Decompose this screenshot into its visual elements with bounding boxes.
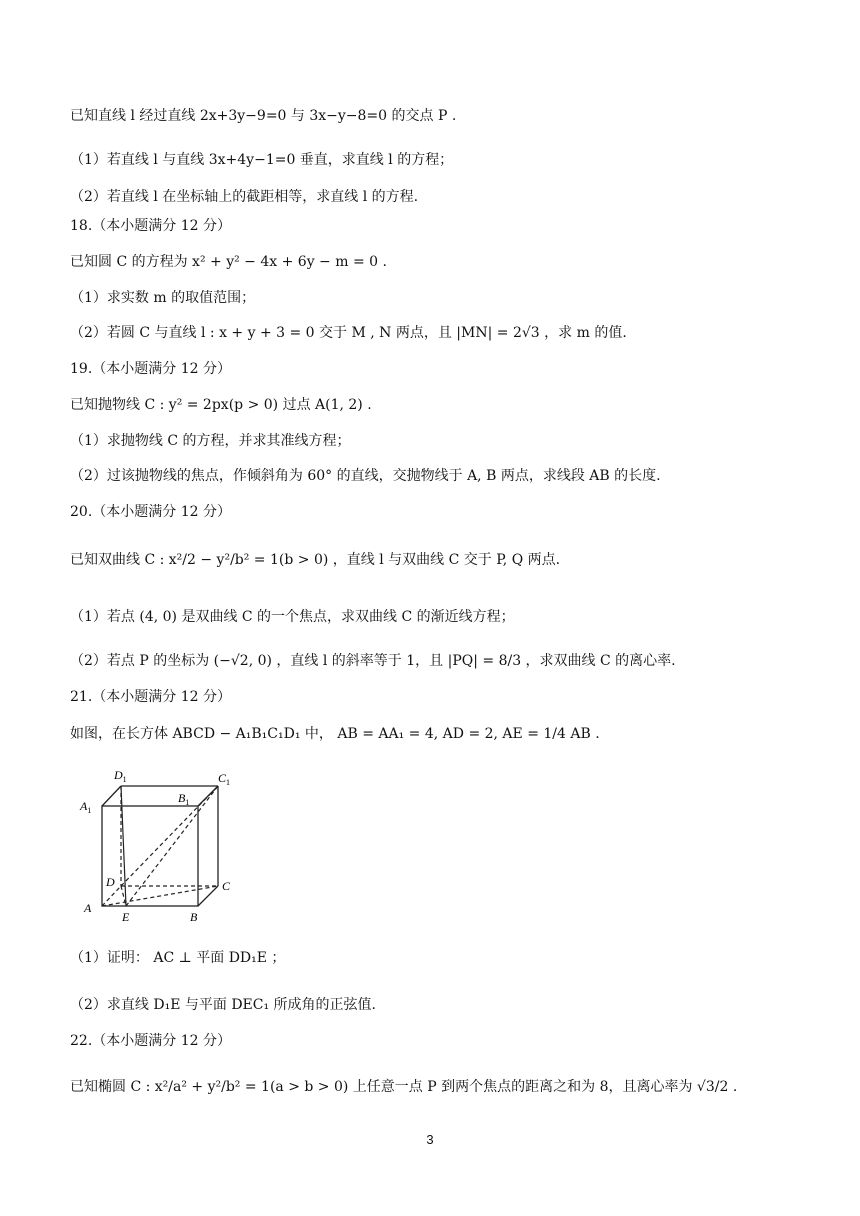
segment-DC1 xyxy=(121,786,218,886)
q17-stem: 已知直线 l 经过直线 2x+3y−9=0 与 3x−y−8=0 的交点 P . xyxy=(70,108,457,124)
label-C: C xyxy=(222,879,231,893)
q17-part1: （1）若直线 l 与直线 3x+4y−1=0 垂直，求直线 l 的方程； xyxy=(70,152,454,168)
q17-part2: （2）若直线 l 在坐标轴上的截距相等，求直线 l 的方程. xyxy=(70,189,419,205)
cuboid-figure xyxy=(78,764,248,929)
segment-EC1 xyxy=(126,786,218,906)
q18-part1: （1）求实数 m 的取值范围； xyxy=(70,290,256,306)
q20-part1: （1）若点 (4, 0) 是双曲线 C 的一个焦点，求双曲线 C 的渐近线方程； xyxy=(70,609,515,625)
q21-part1: （1）证明： AC ⊥ 平面 DD₁E ； xyxy=(70,950,286,966)
label-E: E xyxy=(122,910,130,924)
label-A: A xyxy=(84,901,92,915)
q18-part2: （2）若圆 C 与直线 l : x + y + 3 = 0 交于 M , N 两点，且 |MN| = 2√3 ，求 m 的值. xyxy=(70,325,627,341)
q18-stem: 已知圆 C 的方程为 x² + y² − 4x + 6y − m = 0 . xyxy=(70,254,387,270)
q19-heading: 19.（本小题满分 12 分） xyxy=(70,361,231,377)
q19-part2: （2）过该抛物线的焦点，作倾斜角为 60° 的直线，交抛物线于 A, B 两点，求线段 AB 的长度. xyxy=(70,468,661,484)
page-number: 3 xyxy=(426,1132,434,1147)
label-B: B xyxy=(190,910,198,924)
label-C1: $C_1$ xyxy=(218,771,231,787)
label-A1: $A_1$ xyxy=(80,799,92,815)
edge-A1D1 xyxy=(102,786,121,806)
q22-heading: 22.（本小题满分 12 分） xyxy=(70,1033,231,1049)
label-D: D xyxy=(106,875,115,889)
q20-heading: 20.（本小题满分 12 分） xyxy=(70,504,231,520)
q20-part2: （2）若点 P 的坐标为 (−√2, 0) ，直线 l 的斜率等于 1，且 |PQ| = 8/3 ，求双曲线 C 的离心率. xyxy=(70,653,676,669)
q21-part2: （2）求直线 D₁E 与平面 DEC₁ 所成角的正弦值. xyxy=(70,997,376,1013)
label-B1: $B_1$ xyxy=(178,791,190,807)
q19-part1: （1）求抛物线 C 的方程，并求其准线方程； xyxy=(70,433,351,449)
q18-heading: 18.（本小题满分 12 分） xyxy=(70,218,231,234)
q19-stem: 已知抛物线 C : y² = 2px(p > 0) 过点 A(1, 2) . xyxy=(70,397,372,413)
q22-stem: 已知椭圆 C : x²/a² + y²/b² = 1(a > b > 0) 上任意一点 P 到两个焦点的距离之和为 8，且离心率为 √3/2 . xyxy=(70,1079,738,1095)
label-D1: $D_1$ xyxy=(114,768,127,784)
q20-stem: 已知双曲线 C : x²/2 − y²/b² = 1(b > 0) ，直线 l 与双曲线 C 交于 P, Q 两点. xyxy=(70,552,561,568)
q21-stem: 如图，在长方体 ABCD − A₁B₁C₁D₁ 中， AB = AA₁ = 4, AD = 2, AE = 1/4 AB . xyxy=(70,726,600,742)
q21-heading: 21.（本小题满分 12 分） xyxy=(70,689,231,705)
front-face xyxy=(102,806,198,906)
